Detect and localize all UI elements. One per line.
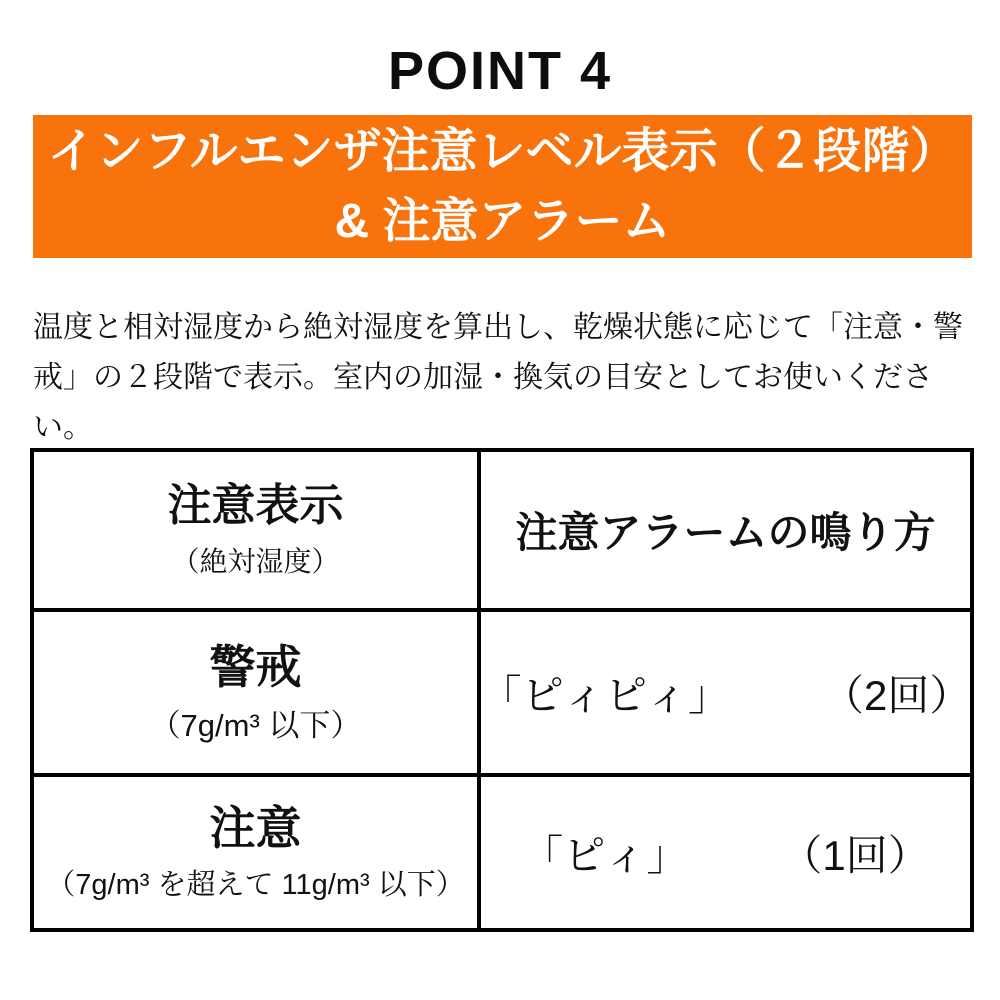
keikai-level-cell — [32, 610, 479, 775]
header-left-subtitle: （絶対湿度） — [171, 545, 340, 577]
chuui-level-label: 注意 — [209, 802, 302, 855]
keikai-level-label: 警戒 — [209, 641, 302, 694]
header-cell-alarm — [479, 450, 972, 610]
keikai-condition-label: （7g/m³ 以下） — [149, 707, 362, 743]
alarm-table — [30, 448, 974, 932]
keikai-count-label: （2回） — [821, 671, 972, 719]
chuui-count-label: （1回） — [780, 831, 930, 879]
description-line-2: 戒」の２段階で表示。室内の加湿・換気の目安としてお使いくださ — [33, 361, 933, 394]
header-left-title: 注意表示 — [167, 481, 344, 531]
chuui-condition-label: （7g/m³ を超えて 11g/m³ 以下） — [46, 868, 465, 901]
chuui-level-cell — [32, 775, 479, 930]
chuui-sound-label: 「ピィ」 — [521, 831, 689, 879]
table-row-chuui — [32, 775, 972, 930]
keikai-sound-label: 「ピィピィ」 — [479, 671, 730, 719]
point-heading: POINT 4 — [387, 41, 613, 101]
feature-banner — [33, 115, 972, 258]
banner-line-1: インフルエンザ注意レベル表示（２段階） — [47, 124, 958, 178]
header-cell-display — [32, 450, 479, 610]
table-row-keikai — [32, 610, 972, 775]
banner-line-2: & 注意アラーム — [334, 194, 671, 248]
keikai-sound-wrap — [481, 663, 970, 723]
description-line-3: い。 — [33, 411, 93, 444]
keikai-sound-cell — [479, 610, 972, 775]
description-paragraph — [33, 303, 978, 453]
description-line-1: 温度と相対湿度から絶対湿度を算出し、乾燥状態に応じて「注意・警 — [33, 311, 963, 344]
table-header-row — [32, 450, 972, 610]
chuui-sound-cell — [479, 775, 972, 930]
header-right-title: 注意アラームの鳴り方 — [515, 509, 936, 556]
chuui-sound-wrap — [481, 823, 970, 883]
